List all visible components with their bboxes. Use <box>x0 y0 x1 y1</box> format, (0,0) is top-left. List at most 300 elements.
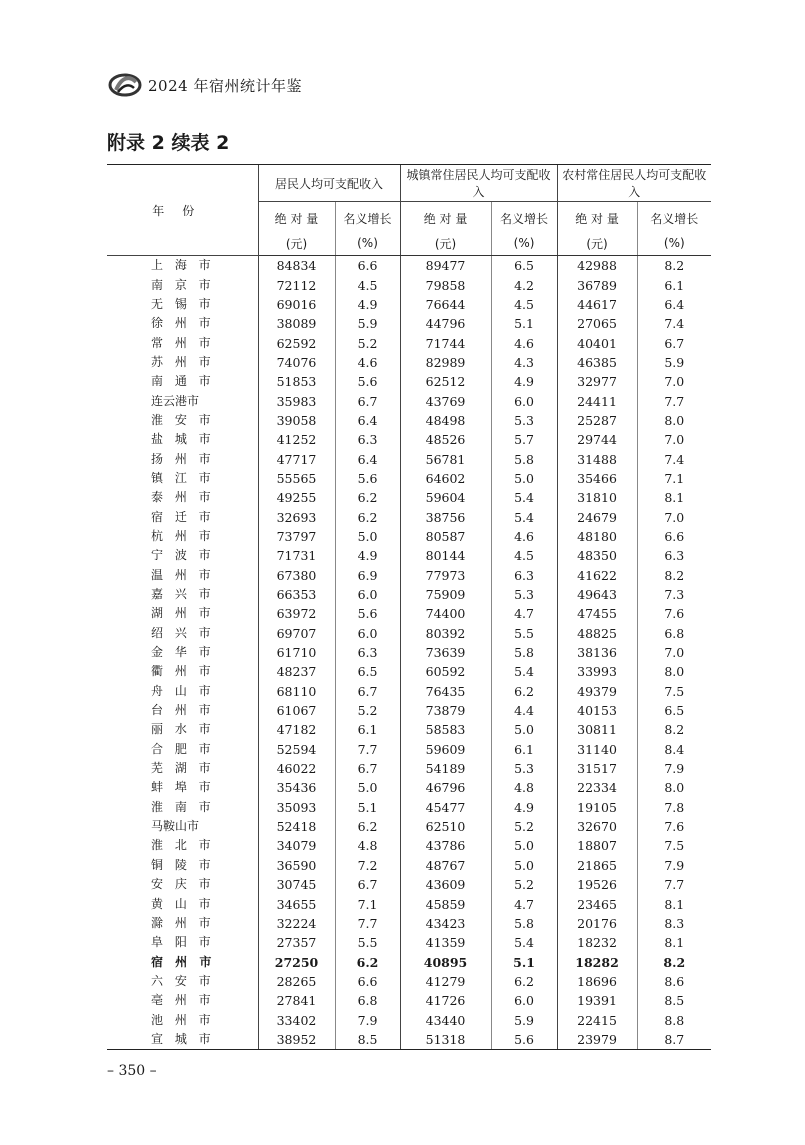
rural-growth: 7.1 <box>637 469 711 488</box>
urban-growth: 4.9 <box>491 798 557 817</box>
resident-income: 35093 <box>258 798 335 817</box>
rural-growth: 8.1 <box>637 933 711 952</box>
book-title: 2024 年宿州统计年鉴 <box>148 76 302 95</box>
resident-income: 72112 <box>258 275 335 294</box>
urban-growth: 5.8 <box>491 914 557 933</box>
table-row <box>107 662 711 681</box>
rural-income: 38136 <box>557 643 637 662</box>
urban-income: 46796 <box>400 778 491 797</box>
urban-income: 64602 <box>400 469 491 488</box>
urban-growth: 4.5 <box>491 295 557 314</box>
urban-growth: 5.7 <box>491 430 557 449</box>
resident-income: 38952 <box>258 1030 335 1050</box>
resident-income: 32693 <box>258 507 335 526</box>
urban-growth: 5.3 <box>491 585 557 604</box>
urban-growth: 5.9 <box>491 1010 557 1029</box>
table-row <box>107 701 711 720</box>
urban-income: 56781 <box>400 449 491 468</box>
rural-growth: 8.0 <box>637 662 711 681</box>
table-row <box>107 991 711 1010</box>
city-name: 亳 州 市 <box>151 993 215 1008</box>
city-name: 无 锡 市 <box>151 296 215 311</box>
rural-income: 29744 <box>557 430 637 449</box>
resident-income: 32224 <box>258 914 335 933</box>
table-row <box>107 314 711 333</box>
urban-income: 41359 <box>400 933 491 952</box>
city-name: 六 安 市 <box>151 973 215 988</box>
resident-growth: 6.0 <box>335 585 400 604</box>
rural-growth: 7.6 <box>637 817 711 836</box>
urban-income: 80144 <box>400 546 491 565</box>
table-row <box>107 836 711 855</box>
group-header-rural: 农村常住居民人均可支配收入 <box>557 165 711 202</box>
sub-header: 名义增长 <box>335 202 400 232</box>
resident-growth: 6.2 <box>335 507 400 526</box>
resident-income: 51853 <box>258 372 335 391</box>
rural-growth: 8.2 <box>637 256 711 276</box>
resident-growth: 6.0 <box>335 624 400 643</box>
resident-income: 46022 <box>258 759 335 778</box>
resident-income: 34655 <box>258 894 335 913</box>
urban-income: 45477 <box>400 798 491 817</box>
urban-growth: 4.8 <box>491 778 557 797</box>
table-row <box>107 856 711 875</box>
resident-income: 62592 <box>258 333 335 352</box>
city-name: 台 州 市 <box>151 703 215 718</box>
urban-growth: 5.0 <box>491 720 557 739</box>
rural-income: 23465 <box>557 894 637 913</box>
urban-growth: 5.2 <box>491 875 557 894</box>
resident-income: 30745 <box>258 875 335 894</box>
city-name: 马鞍山市 <box>151 819 200 834</box>
table-row <box>107 295 711 314</box>
table-row <box>107 353 711 372</box>
rural-growth: 8.8 <box>637 1010 711 1029</box>
resident-income: 47182 <box>258 720 335 739</box>
page-header <box>108 70 302 100</box>
rural-growth: 8.5 <box>637 991 711 1010</box>
table-row <box>107 914 711 933</box>
rural-growth: 7.0 <box>637 372 711 391</box>
rural-income: 40401 <box>557 333 637 352</box>
city-name: 滁 州 市 <box>151 915 215 930</box>
rural-income: 31810 <box>557 488 637 507</box>
urban-growth: 6.0 <box>491 991 557 1010</box>
city-name: 苏 州 市 <box>151 354 215 369</box>
urban-income: 80587 <box>400 527 491 546</box>
resident-growth: 5.6 <box>335 604 400 623</box>
urban-growth: 4.7 <box>491 604 557 623</box>
city-name: 连云港市 <box>151 393 200 408</box>
resident-growth: 5.5 <box>335 933 400 952</box>
rural-income: 49379 <box>557 682 637 701</box>
city-name: 上 海 市 <box>151 258 215 273</box>
resident-income: 41252 <box>258 430 335 449</box>
urban-income: 73639 <box>400 643 491 662</box>
resident-growth: 6.9 <box>335 566 400 585</box>
sub-header: 绝 对 量 <box>258 202 335 232</box>
city-name: 温 州 市 <box>151 567 215 582</box>
urban-income: 73879 <box>400 701 491 720</box>
urban-growth: 4.6 <box>491 333 557 352</box>
urban-income: 82989 <box>400 353 491 372</box>
rural-growth: 7.7 <box>637 391 711 410</box>
rural-growth: 8.0 <box>637 411 711 430</box>
rural-income: 22415 <box>557 1010 637 1029</box>
table-row <box>107 643 711 662</box>
urban-income: 43609 <box>400 875 491 894</box>
sub-header: 绝 对 量 <box>557 202 637 232</box>
rural-income: 35466 <box>557 469 637 488</box>
rural-growth: 7.0 <box>637 430 711 449</box>
rural-income: 31488 <box>557 449 637 468</box>
resident-growth: 5.6 <box>335 469 400 488</box>
sub-header: 名义增长 <box>491 202 557 232</box>
table-row <box>107 759 711 778</box>
resident-growth: 6.3 <box>335 430 400 449</box>
resident-income: 47717 <box>258 449 335 468</box>
resident-income: 67380 <box>258 566 335 585</box>
rural-growth: 8.2 <box>637 566 711 585</box>
sub-header: 名义增长 <box>637 202 711 232</box>
urban-income: 43423 <box>400 914 491 933</box>
rural-growth: 8.2 <box>637 720 711 739</box>
city-name: 宁 波 市 <box>151 548 215 563</box>
resident-growth: 7.1 <box>335 894 400 913</box>
resident-growth: 4.6 <box>335 353 400 372</box>
urban-growth: 6.0 <box>491 391 557 410</box>
rural-growth: 7.9 <box>637 856 711 875</box>
rural-growth: 6.8 <box>637 624 711 643</box>
rural-growth: 6.1 <box>637 275 711 294</box>
city-name: 湖 州 市 <box>151 606 215 621</box>
city-name: 安 庆 市 <box>151 877 215 892</box>
resident-growth: 6.4 <box>335 411 400 430</box>
urban-growth: 5.8 <box>491 643 557 662</box>
urban-income: 41726 <box>400 991 491 1010</box>
urban-income: 45859 <box>400 894 491 913</box>
resident-growth: 8.5 <box>335 1030 400 1050</box>
urban-growth: 5.4 <box>491 662 557 681</box>
table-row <box>107 372 711 391</box>
sub-header: 绝 对 量 <box>400 202 491 232</box>
rural-income: 22334 <box>557 778 637 797</box>
urban-income: 60592 <box>400 662 491 681</box>
city-name: 金 华 市 <box>151 645 215 660</box>
resident-growth: 6.3 <box>335 643 400 662</box>
resident-income: 27250 <box>258 952 335 971</box>
resident-growth: 6.8 <box>335 991 400 1010</box>
city-name: 宣 城 市 <box>107 1030 258 1050</box>
urban-income: 38756 <box>400 507 491 526</box>
resident-growth: 6.7 <box>335 875 400 894</box>
resident-income: 38089 <box>258 314 335 333</box>
urban-income: 74400 <box>400 604 491 623</box>
rural-income: 20176 <box>557 914 637 933</box>
rural-income: 48350 <box>557 546 637 565</box>
urban-income: 40895 <box>400 952 491 971</box>
table-row <box>107 256 711 276</box>
city-name: 衢 州 市 <box>151 664 215 679</box>
resident-growth: 4.5 <box>335 275 400 294</box>
urban-growth: 5.1 <box>491 952 557 971</box>
urban-income: 80392 <box>400 624 491 643</box>
urban-growth: 4.9 <box>491 372 557 391</box>
rural-income: 32670 <box>557 817 637 836</box>
city-name: 淮 北 市 <box>151 838 215 853</box>
resident-income: 71731 <box>258 546 335 565</box>
urban-growth: 5.0 <box>491 469 557 488</box>
city-name: 铜 陵 市 <box>151 857 215 872</box>
urban-growth: 5.3 <box>491 411 557 430</box>
city-name: 淮 南 市 <box>151 799 215 814</box>
city-name: 镇 江 市 <box>151 470 215 485</box>
resident-income: 69016 <box>258 295 335 314</box>
rural-income: 47455 <box>557 604 637 623</box>
rural-growth: 8.3 <box>637 914 711 933</box>
city-name: 淮 安 市 <box>151 412 215 427</box>
city-name: 南 京 市 <box>151 277 215 292</box>
rural-income: 48180 <box>557 527 637 546</box>
resident-growth: 6.4 <box>335 449 400 468</box>
city-name: 黄 山 市 <box>151 896 215 911</box>
urban-income: 79858 <box>400 275 491 294</box>
year-column-header: 年份 <box>107 165 258 256</box>
rural-growth: 7.6 <box>637 604 711 623</box>
table-row <box>107 430 711 449</box>
resident-growth: 5.9 <box>335 314 400 333</box>
urban-income: 43786 <box>400 836 491 855</box>
rural-income: 23979 <box>557 1030 637 1050</box>
urban-income: 54189 <box>400 759 491 778</box>
rural-income: 24411 <box>557 391 637 410</box>
table-row <box>107 411 711 430</box>
city-name: 宿 迁 市 <box>151 509 215 524</box>
rural-income: 30811 <box>557 720 637 739</box>
table-row <box>107 894 711 913</box>
rural-growth: 6.5 <box>637 701 711 720</box>
resident-income: 28265 <box>258 972 335 991</box>
table-row <box>107 469 711 488</box>
urban-growth: 5.3 <box>491 759 557 778</box>
rural-income: 18696 <box>557 972 637 991</box>
urban-income: 43440 <box>400 1010 491 1029</box>
rural-growth: 6.3 <box>637 546 711 565</box>
rural-income: 42988 <box>557 256 637 276</box>
resident-growth: 6.7 <box>335 759 400 778</box>
table-row <box>107 798 711 817</box>
table-row <box>107 682 711 701</box>
urban-growth: 5.4 <box>491 507 557 526</box>
table-row <box>107 604 711 623</box>
table-row <box>107 740 711 759</box>
resident-growth: 6.2 <box>335 817 400 836</box>
urban-income: 48498 <box>400 411 491 430</box>
resident-growth: 5.0 <box>335 778 400 797</box>
urban-income: 48767 <box>400 856 491 875</box>
urban-income: 59604 <box>400 488 491 507</box>
rural-income: 18807 <box>557 836 637 855</box>
city-name: 南 通 市 <box>151 374 215 389</box>
urban-income: 62510 <box>400 817 491 836</box>
urban-income: 44796 <box>400 314 491 333</box>
table-row <box>107 585 711 604</box>
urban-income: 62512 <box>400 372 491 391</box>
resident-income: 48237 <box>258 662 335 681</box>
city-name: 芜 湖 市 <box>151 761 215 776</box>
rural-income: 32977 <box>557 372 637 391</box>
rural-income: 40153 <box>557 701 637 720</box>
table-row <box>107 333 711 352</box>
urban-growth: 5.0 <box>491 836 557 855</box>
rural-income: 41622 <box>557 566 637 585</box>
resident-income: 33402 <box>258 1010 335 1029</box>
urban-income: 89477 <box>400 256 491 276</box>
urban-growth: 4.2 <box>491 275 557 294</box>
urban-growth: 4.5 <box>491 546 557 565</box>
urban-growth: 4.7 <box>491 894 557 913</box>
resident-income: 66353 <box>258 585 335 604</box>
rural-growth: 7.4 <box>637 314 711 333</box>
table-row <box>107 972 711 991</box>
rural-growth: 6.7 <box>637 333 711 352</box>
resident-growth: 5.1 <box>335 798 400 817</box>
rural-growth: 8.4 <box>637 740 711 759</box>
resident-income: 35436 <box>258 778 335 797</box>
city-name: 池 州 市 <box>151 1012 215 1027</box>
resident-growth: 6.6 <box>335 972 400 991</box>
rural-growth: 8.1 <box>637 488 711 507</box>
city-name: 舟 山 市 <box>151 683 215 698</box>
rural-income: 19526 <box>557 875 637 894</box>
urban-income: 76435 <box>400 682 491 701</box>
resident-income: 63972 <box>258 604 335 623</box>
rural-income: 19391 <box>557 991 637 1010</box>
income-table <box>107 164 711 1050</box>
rural-growth: 7.5 <box>637 836 711 855</box>
rural-growth: 7.9 <box>637 759 711 778</box>
unit-label: (%) <box>335 231 400 256</box>
table-row <box>107 1030 711 1050</box>
resident-growth: 7.7 <box>335 740 400 759</box>
resident-growth: 6.2 <box>335 488 400 507</box>
table-row <box>107 488 711 507</box>
resident-growth: 6.1 <box>335 720 400 739</box>
table-row <box>107 449 711 468</box>
urban-income: 71744 <box>400 333 491 352</box>
resident-income: 35983 <box>258 391 335 410</box>
resident-growth: 6.5 <box>335 662 400 681</box>
urban-growth: 5.4 <box>491 488 557 507</box>
rural-income: 48825 <box>557 624 637 643</box>
urban-income: 51318 <box>400 1030 491 1050</box>
rural-growth: 7.0 <box>637 507 711 526</box>
urban-growth: 6.1 <box>491 740 557 759</box>
urban-growth: 5.0 <box>491 856 557 875</box>
rural-growth: 5.9 <box>637 353 711 372</box>
rural-growth: 7.3 <box>637 585 711 604</box>
table-row <box>107 624 711 643</box>
group-header-urban: 城镇常住居民人均可支配收入 <box>400 165 557 202</box>
resident-growth: 5.2 <box>335 333 400 352</box>
resident-growth: 5.2 <box>335 701 400 720</box>
urban-growth: 5.4 <box>491 933 557 952</box>
resident-income: 68110 <box>258 682 335 701</box>
page-number: – 350 – <box>107 1063 157 1079</box>
resident-growth: 6.7 <box>335 391 400 410</box>
resident-growth: 7.9 <box>335 1010 400 1029</box>
urban-growth: 4.3 <box>491 353 557 372</box>
city-name: 徐 州 市 <box>151 316 215 331</box>
table-row <box>107 778 711 797</box>
resident-growth: 4.8 <box>335 836 400 855</box>
rural-income: 36789 <box>557 275 637 294</box>
table-row <box>107 275 711 294</box>
city-name: 合 肥 市 <box>151 741 215 756</box>
resident-growth: 6.6 <box>335 256 400 276</box>
rural-income: 27065 <box>557 314 637 333</box>
unit-label: (%) <box>491 231 557 256</box>
resident-income: 27841 <box>258 991 335 1010</box>
urban-income: 41279 <box>400 972 491 991</box>
rural-income: 25287 <box>557 411 637 430</box>
rural-growth: 8.0 <box>637 778 711 797</box>
city-name: 泰 州 市 <box>151 490 215 505</box>
city-name: 阜 阳 市 <box>151 935 215 950</box>
table-row <box>107 566 711 585</box>
urban-growth: 6.5 <box>491 256 557 276</box>
resident-income: 55565 <box>258 469 335 488</box>
table-row <box>107 952 711 971</box>
unit-label: (%) <box>637 231 711 256</box>
urban-growth: 6.2 <box>491 682 557 701</box>
unit-label: (元) <box>400 231 491 256</box>
rural-growth: 7.4 <box>637 449 711 468</box>
resident-income: 74076 <box>258 353 335 372</box>
resident-income: 27357 <box>258 933 335 952</box>
urban-growth: 5.5 <box>491 624 557 643</box>
rural-income: 31140 <box>557 740 637 759</box>
rural-income: 31517 <box>557 759 637 778</box>
urban-income: 76644 <box>400 295 491 314</box>
resident-growth: 6.2 <box>335 952 400 971</box>
urban-growth: 5.1 <box>491 314 557 333</box>
urban-income: 77973 <box>400 566 491 585</box>
city-name: 盐 城 市 <box>151 432 215 447</box>
urban-income: 75909 <box>400 585 491 604</box>
rural-growth: 7.8 <box>637 798 711 817</box>
resident-growth: 5.0 <box>335 527 400 546</box>
rural-income: 33993 <box>557 662 637 681</box>
section-title: 附录 2 续表 2 <box>107 132 230 154</box>
rural-growth: 7.7 <box>637 875 711 894</box>
table-row <box>107 507 711 526</box>
urban-income: 59609 <box>400 740 491 759</box>
resident-income: 61067 <box>258 701 335 720</box>
rural-growth: 8.2 <box>637 952 711 971</box>
resident-income: 84834 <box>258 256 335 276</box>
urban-growth: 5.2 <box>491 817 557 836</box>
resident-income: 52418 <box>258 817 335 836</box>
unit-label: (元) <box>557 231 637 256</box>
rural-growth: 8.1 <box>637 894 711 913</box>
table-body <box>107 256 711 1050</box>
urban-income: 48526 <box>400 430 491 449</box>
resident-income: 36590 <box>258 856 335 875</box>
rural-income: 46385 <box>557 353 637 372</box>
table-row <box>107 546 711 565</box>
resident-growth: 7.7 <box>335 914 400 933</box>
